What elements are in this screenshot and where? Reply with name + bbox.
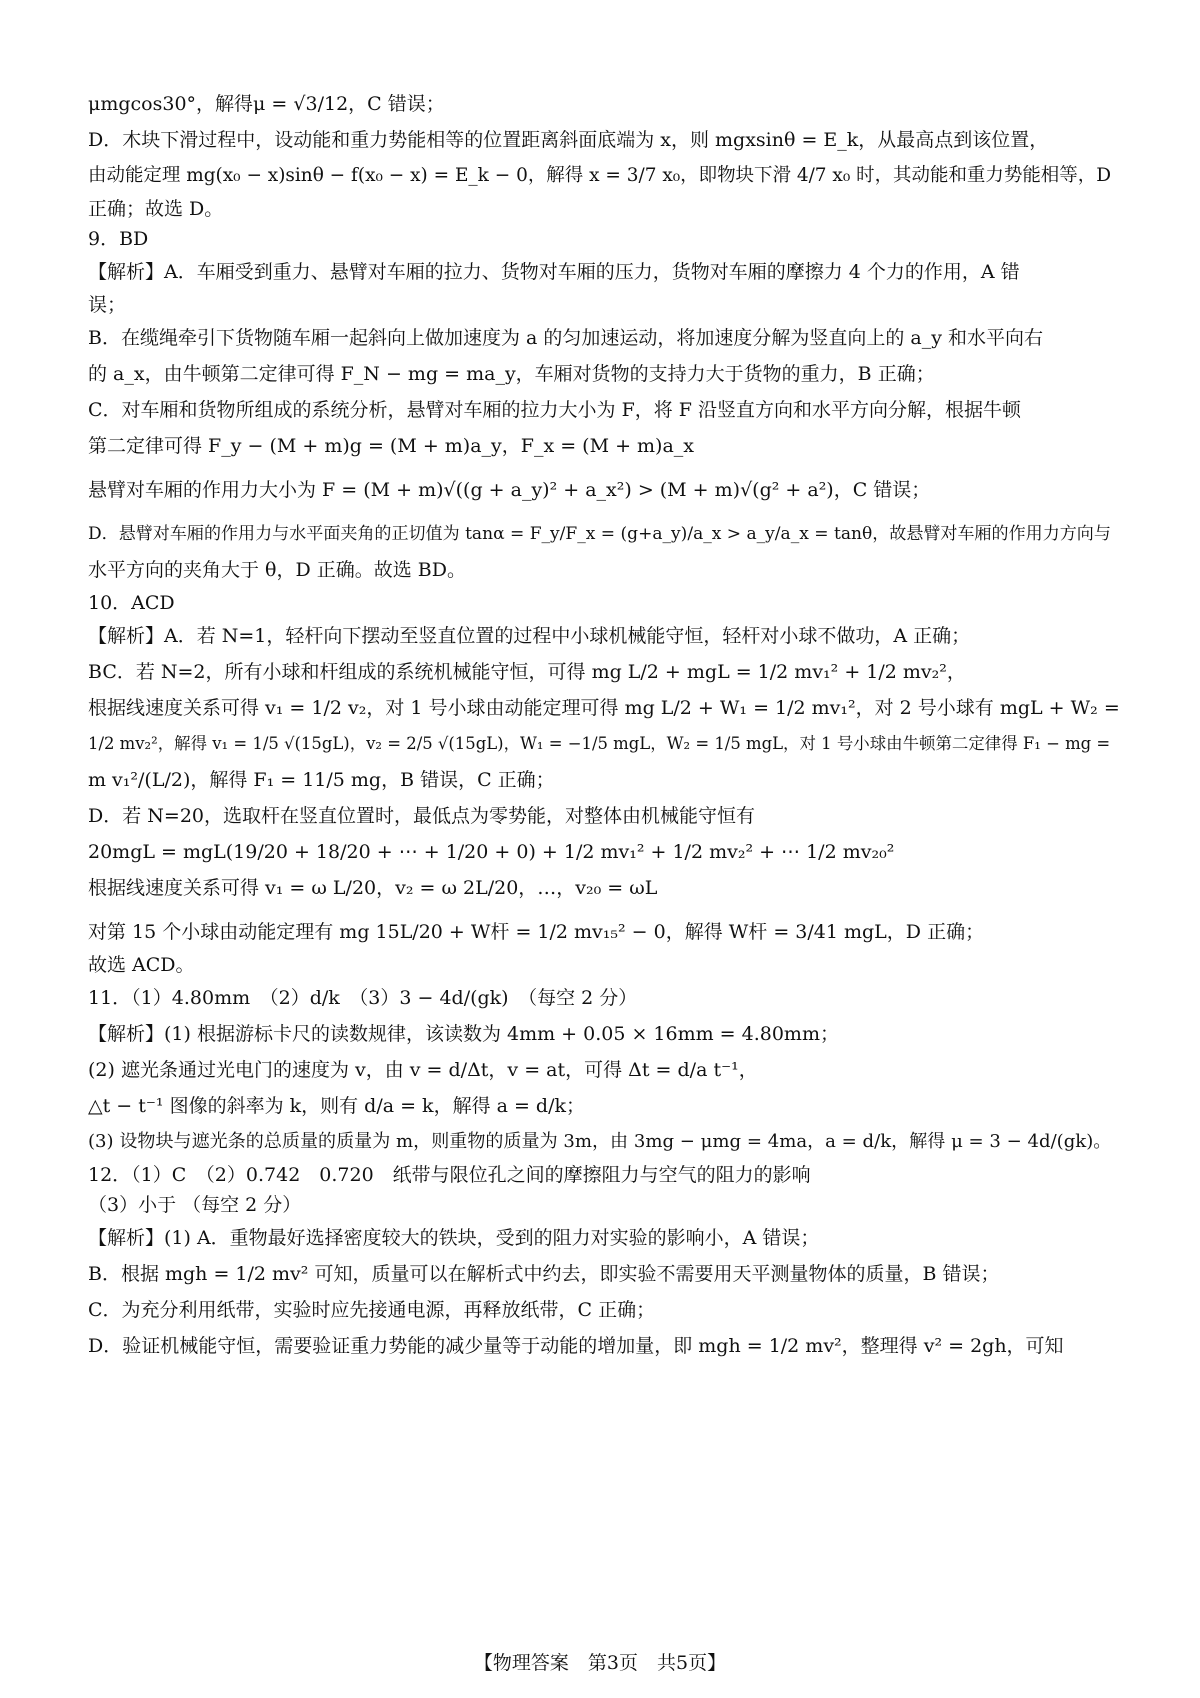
text-line: （3）小于 （每空 2 分） [88, 1194, 302, 1216]
text-line: △t − t⁻¹ 图像的斜率为 k，则有 d/a = k，解得 a = d/k； [88, 1095, 586, 1117]
text-line: 根据线速度关系可得 v₁ = ω L/20，v₂ = ω 2L/20，…，v₂₀ = ωL [88, 877, 658, 899]
text-line: 根据线速度关系可得 v₁ = 1/2 v₂，对 1 号小球由动能定理可得 mg L/2 + W₁ = 1/2 mv₁²，对 2 号小球有 mgL + W₂ = [88, 697, 1120, 719]
text-line: B．根据 mgh = 1/2 mv² 可知，质量可以在解析式中约去，即实验不需要用天平测量物体的质量，B 错误； [88, 1263, 1000, 1285]
question-answer: 11．（1）4.80mm （2）d/k （3）3 − 4d/(gk) （每空 2 分） [88, 987, 638, 1009]
question-number: 10．ACD [88, 592, 175, 614]
text-line: C．对车厢和货物所组成的系统分析，悬臂对车厢的拉力大小为 F，将 F 沿竖直方向和水平方向分解，根据牛顿 [88, 399, 1022, 421]
text-line: 的 a_x，由牛顿第二定律可得 F_N − mg = ma_y，车厢对货物的支持力大于货物的重力，B 正确； [88, 363, 935, 385]
text-line: BC．若 N=2，所有小球和杆组成的系统机械能守恒，可得 mg L/2 + mgL = 1/2 mv₁² + 1/2 mv₂²， [88, 661, 966, 683]
text-line: D．木块下滑过程中，设动能和重力势能相等的位置距离斜面底端为 x，则 mgxsinθ = E_k，从最高点到该位置， [88, 129, 1049, 151]
text-line: 故选 ACD。 [88, 954, 195, 976]
text-line: D．若 N=20，选取杆在竖直位置时，最低点为零势能，对整体由机械能守恒有 [88, 805, 755, 827]
text-line: 【解析】A．若 N=1，轻杆向下摆动至竖直位置的过程中小球机械能守恒，轻杆对小球不做功，A 正确； [88, 625, 971, 647]
text-line: 误； [88, 294, 127, 316]
text-line: D．验证机械能守恒，需要验证重力势能的减少量等于动能的增加量，即 mgh = 1/2 mv²，整理得 v² = 2gh，可知 [88, 1335, 1064, 1357]
equation-line: 悬臂对车厢的作用力大小为 F = (M + m)√((g + a_y)² + a_x²) > (M + m)√(g² + a²)，C 错误； [88, 479, 931, 501]
text-line: μmgcos30°，解得μ = √3/12，C 错误； [88, 93, 445, 115]
text-line: 1/2 mv₂²，解得 v₁ = 1/5 √(15gL)，v₂ = 2/5 √(15gL)，W₁ = −1/5 mgL，W₂ = 1/5 mgL，对 1 号小球由牛顿第二定律得 F₁ − mg = [88, 734, 1111, 753]
text-line: m v₁²/(L/2)，解得 F₁ = 11/5 mg，B 错误，C 正确； [88, 769, 555, 791]
text-line: D．悬臂对车厢的作用力与水平面夹角的正切值为 tanα = F_y/F_x = (g+a_y)/a_x > a_y/a_x = tanθ，故悬臂对车厢的作用力方向与 [88, 524, 1111, 544]
answer-text [88, 86, 1122, 1364]
text-line: C．为充分利用纸带，实验时应先接通电源，再释放纸带，C 正确； [88, 1299, 656, 1321]
text-line: 由动能定理 mg(x₀ − x)sinθ − f(x₀ − x) = E_k − 0，解得 x = 3/7 x₀，即物块下滑 4/7 x₀ 时，其动能和重力势能相等，D [88, 165, 1112, 186]
question-number: 9．BD [88, 228, 149, 250]
text-line: B．在缆绳牵引下货物随车厢一起斜向上做加速度为 a 的匀加速运动，将加速度分解为竖直向上的 a_y 和水平向右 [88, 327, 1044, 349]
text-line: 【解析】(1) 根据游标卡尺的读数规律，该读数为 4mm + 0.05 × 16mm = 4.80mm； [88, 1023, 839, 1045]
text-line: 【解析】(1) A．重物最好选择密度较大的铁块，受到的阻力对实验的影响小，A 错误； [88, 1227, 820, 1249]
text-line: 第二定律可得 F_y − (M + m)g = (M + m)a_y，F_x = (M + m)a_x [88, 435, 695, 457]
equation-line: 20mgL = mgL(19/20 + 18/20 + ⋯ + 1/20 + 0) + 1/2 mv₁² + 1/2 mv₂² + ⋯ 1/2 mv₂₀² [88, 841, 895, 863]
text-line: 【解析】A．车厢受到重力、悬臂对车厢的拉力、货物对车厢的压力，货物对车厢的摩擦力 4 个力的作用，A 错 [88, 261, 1020, 283]
text-line: 正确；故选 D。 [88, 198, 224, 220]
text-line: (3) 设物块与遮光条的总质量的质量为 m，则重物的质量为 3m，由 3mg − μmg = 4ma，a = d/k，解得 μ = 3 − 4d/(gk)。 [88, 1131, 1112, 1152]
text-line: 水平方向的夹角大于 θ，D 正确。故选 BD。 [88, 559, 466, 581]
text-line: 对第 15 个小球由动能定理有 mg 15L/20 + W杆 = 1/2 mv₁₅² − 0，解得 W杆 = 3/41 mgL，D 正确； [88, 921, 985, 943]
text-line: (2) 遮光条通过光电门的速度为 v，由 v = d/Δt，v = at，可得 Δt = d/a t⁻¹， [88, 1059, 758, 1081]
question-answer: 12．（1）C （2）0.742 0.720 纸带与限位孔之间的摩擦阻力与空气的阻力的影响 [88, 1164, 811, 1186]
page-footer: 【物理答案 第3页 共5页】 [473, 1652, 727, 1674]
